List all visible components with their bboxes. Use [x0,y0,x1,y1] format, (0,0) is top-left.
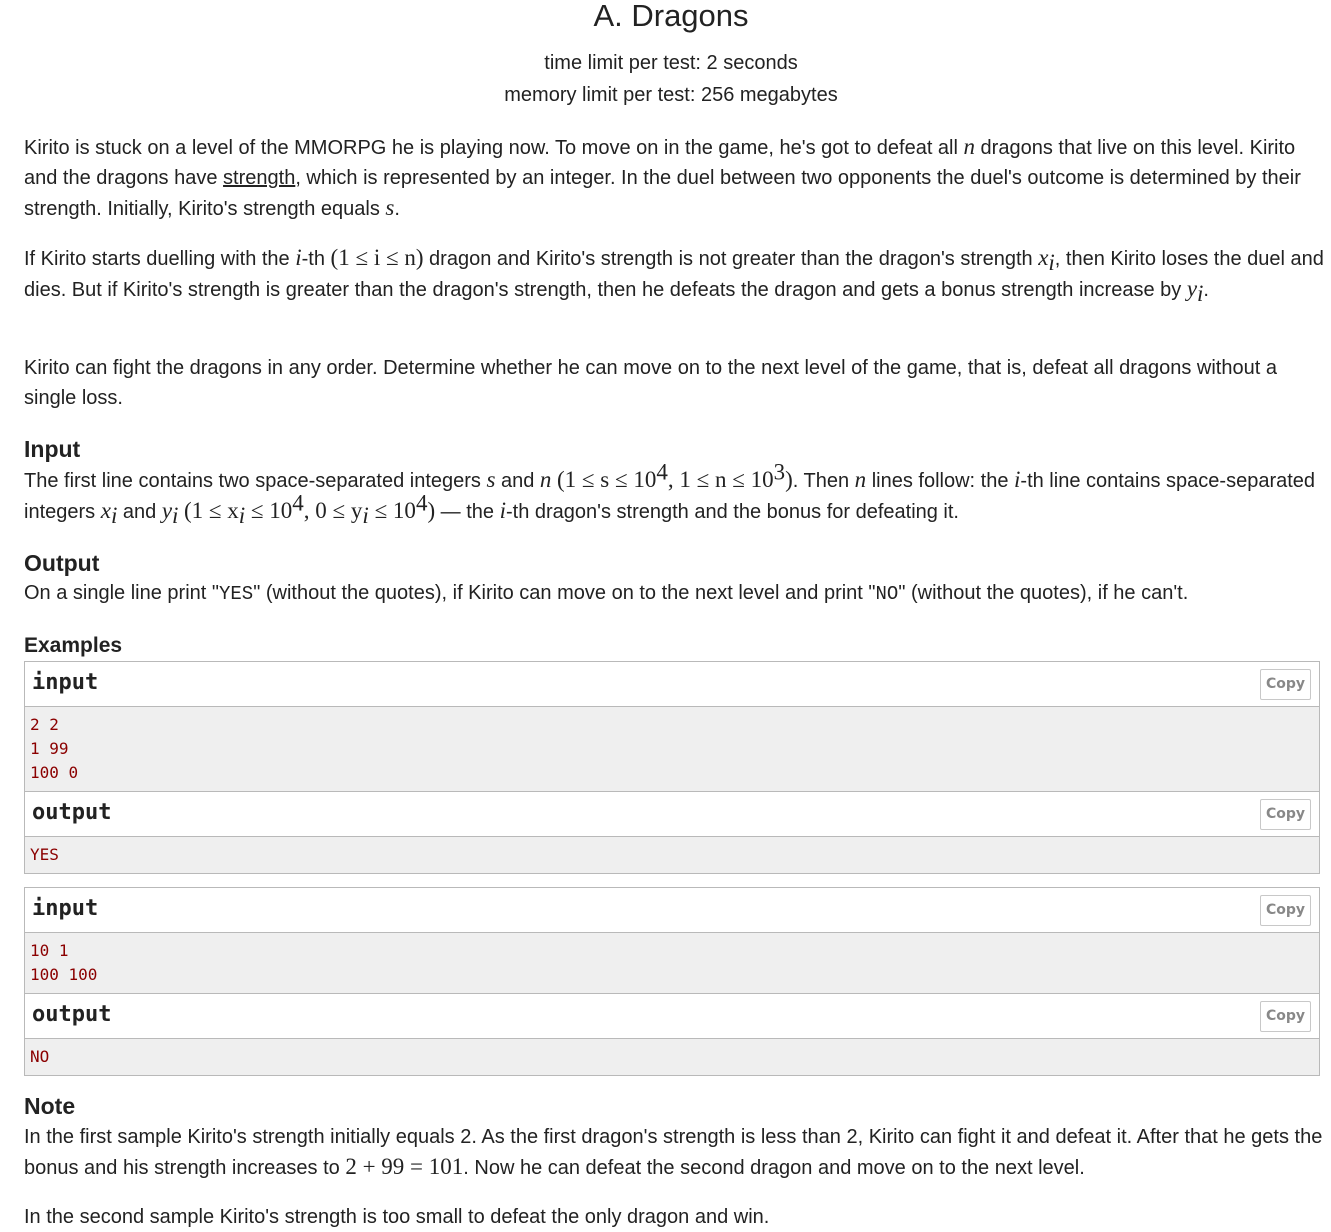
problem-title: A. Dragons [593,0,749,33]
copy-input-button[interactable]: Copy [1260,669,1311,700]
sample-test-1 [24,661,1320,874]
output-label: output [32,1002,112,1027]
output-heading: Output [24,550,100,576]
note-heading: Note [24,1093,76,1119]
sample-input-header [25,662,1319,707]
input-specification: The first line contains two space-separated integers s and n ($1 \le s \le 10^4$, $1 \le n \le 10^3$). Then n lines follow: the i-th line contains space-separated integers $x_i$ and $y_i$ ($1 \le x_i \le 10^4$, $0 \le y_i \le 10^4$) — the i-th dragon's strength and the bonus for defeating it. [24,459,1316,528]
input-label: input [32,670,99,695]
sample-input-text[interactable]: 2 2 1 99 100 0 [25,707,1319,791]
sample-output-text[interactable]: NO [25,1039,1319,1075]
sample-output-header [25,993,1319,1039]
sample-test-2 [24,887,1320,1076]
copy-output-button[interactable]: Copy [1260,799,1311,830]
note-paragraph-2: In the second sample Kirito's strength is too small to defeat the only dragon and win. [24,1206,770,1228]
sample-output-text[interactable]: YES [25,837,1319,873]
memory-limit: memory limit per test: 256 megabytes [504,84,838,106]
copy-output-button[interactable]: Copy [1260,1001,1311,1032]
sample-input-text[interactable]: 10 1 100 100 [25,933,1319,993]
input-heading: Input [24,436,81,462]
legend-paragraph-1: Kirito is stuck on a level of the MMORPG he is playing now. To move on in the game, he's got to defeat all n dragons that live on this level. Kirito and the dragons have strength, which is represented by an integer. In the duel between two opponents the duel's outcome is determined by their strength. Initially, Kirito's strength equals s. [24,134,1301,220]
legend-paragraph-2: If Kirito starts duelling with the i-th (1 ≤ i ≤ n) dragon and Kirito's strength is not greater than the dragon's strength $x_i$, then Kirito loses the duel and dies. But if Kirito's strength is greater than the dragon's strength, then he defeats the dragon and gets a bonus strength increase by $y_i$. [24,245,1324,306]
legend-paragraph-3: Kirito can fight the dragons in any order. Determine whether he can move on to the next level of the game, that is, defeat all dragons without a single loss. [24,357,1277,409]
time-limit: time limit per test: 2 seconds [544,52,798,74]
note-paragraph-1: In the first sample Kirito's strength initially equals 2. As the first dragon's strength is less than 2, Kirito can fight it and defeat it. After that he gets the bonus and his strength increases to 2 + 99 = 101. Now he can defeat the second dragon and move on to the next level. [24,1126,1323,1179]
sample-input-header [25,888,1319,933]
sample-output-header [25,791,1319,837]
output-label: output [32,800,112,825]
copy-input-button[interactable]: Copy [1260,895,1311,926]
examples-heading: Examples [24,634,123,657]
strength-term: strength [223,167,296,189]
input-label: input [32,896,99,921]
output-specification: On a single line print "YES" (without the quotes), if Kirito can move on to the next level and print "NO" (without the quotes), if he can't. [24,582,1189,605]
